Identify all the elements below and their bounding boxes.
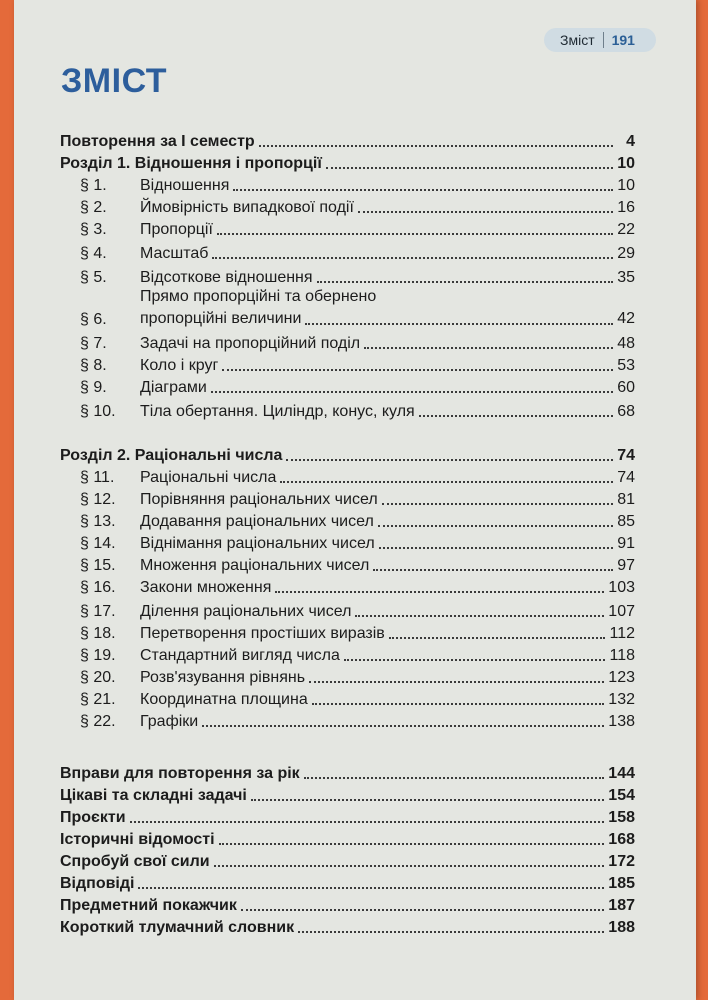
entry-title: Коло і круг xyxy=(140,357,219,374)
dot-leader xyxy=(389,637,606,639)
section-number: § 2. xyxy=(80,199,107,216)
toc-entry xyxy=(52,194,635,218)
entry-title: Історичні відомості xyxy=(60,831,215,848)
section-number: § 1. xyxy=(80,177,107,194)
page-number: 4 xyxy=(626,133,635,150)
toc-entry xyxy=(52,286,635,330)
page-number: 81 xyxy=(617,491,635,508)
toc-entry xyxy=(60,128,635,152)
page-number: 60 xyxy=(617,379,635,396)
toc-entry xyxy=(52,330,635,354)
section-number: § 18. xyxy=(80,625,116,642)
entry-title: Прямо пропорційні та обернено xyxy=(140,288,377,305)
dot-leader xyxy=(214,865,605,867)
section-number: § 16. xyxy=(80,579,116,596)
section-number: § 3. xyxy=(80,221,107,238)
page-number: 123 xyxy=(608,669,635,686)
section-number: § 21. xyxy=(80,691,116,708)
toc-entry xyxy=(52,708,635,732)
entry-title: Відсоткове відношення xyxy=(140,269,313,286)
section-number: § 8. xyxy=(80,357,107,374)
section-number: § 6. xyxy=(80,311,107,328)
entry-title: Спробуй свої сили xyxy=(60,853,210,870)
entry-title: Ймовірність випадкової події xyxy=(140,199,354,216)
page-number: 35 xyxy=(617,269,635,286)
toc-entry xyxy=(52,574,635,598)
dot-leader xyxy=(217,233,613,235)
dot-leader xyxy=(259,145,613,147)
dot-leader xyxy=(211,391,613,393)
dot-leader xyxy=(373,569,613,571)
page-number: 74 xyxy=(617,469,635,486)
entry-title: Множення раціональних чисел xyxy=(140,557,370,574)
dot-leader xyxy=(241,909,604,911)
toc-entry xyxy=(52,398,635,422)
toc-entry xyxy=(60,760,635,784)
toc-entry xyxy=(52,686,635,710)
dot-leader xyxy=(326,167,613,169)
section-number: § 7. xyxy=(80,335,107,352)
entry-title: Предметний покажчик xyxy=(60,897,237,914)
page-number: 53 xyxy=(617,357,635,374)
page-number: 97 xyxy=(617,557,635,574)
toc-entry xyxy=(60,892,635,916)
page-number: 107 xyxy=(608,603,635,620)
entry-title: Відповіді xyxy=(60,875,135,892)
entry-title-continued: пропорційні величини xyxy=(140,310,302,327)
section-number: § 17. xyxy=(80,603,116,620)
toc-entry xyxy=(60,782,635,806)
dot-leader xyxy=(317,281,613,283)
entry-title: Віднімання раціональних чисел xyxy=(140,535,375,552)
page-title: ЗМІСТ xyxy=(61,62,168,100)
page-number: 187 xyxy=(608,897,635,914)
dot-leader xyxy=(419,415,613,417)
page-number: 48 xyxy=(617,335,635,352)
dot-leader xyxy=(138,887,604,889)
page-number: 158 xyxy=(608,809,635,826)
page-number: 42 xyxy=(617,310,635,327)
toc-entry xyxy=(60,870,635,894)
entry-title: Розв'язування рівнянь xyxy=(140,669,306,686)
page-number: 85 xyxy=(617,513,635,530)
toc-entry xyxy=(60,804,635,828)
entry-title: Розділ 1. Відношення і пропорції xyxy=(60,155,322,172)
page-number: 118 xyxy=(609,647,635,664)
toc-entry xyxy=(52,264,635,288)
page-number: 103 xyxy=(608,579,635,596)
dot-leader xyxy=(382,503,613,505)
dot-leader xyxy=(364,347,613,349)
entry-title: Графіки xyxy=(140,713,199,730)
section-number: § 10. xyxy=(80,403,116,420)
entry-title: Вправи для повторення за рік xyxy=(60,765,300,782)
toc-entry xyxy=(52,642,635,666)
section-number: § 11. xyxy=(80,469,115,486)
section-number: § 13. xyxy=(80,513,116,530)
section-number: § 5. xyxy=(80,269,107,286)
dot-leader xyxy=(378,525,613,527)
dot-leader xyxy=(219,843,605,845)
toc-entry xyxy=(52,508,635,532)
entry-title: Масштаб xyxy=(140,245,209,262)
entry-title: Координатна площина xyxy=(140,691,308,708)
entry-title: Додавання раціональних чисел xyxy=(140,513,374,530)
dot-leader xyxy=(212,257,613,259)
dot-leader xyxy=(130,821,605,823)
header-page-number: 191 xyxy=(611,32,635,48)
toc-entry xyxy=(60,848,635,872)
entry-title: Відношення xyxy=(140,177,230,194)
page-number: 168 xyxy=(608,831,635,848)
toc-entry xyxy=(52,172,635,196)
page-number: 112 xyxy=(609,625,635,642)
page-number: 10 xyxy=(617,177,635,194)
section-number: § 9. xyxy=(80,379,107,396)
section-number: § 20. xyxy=(80,669,116,686)
toc-entry xyxy=(60,442,635,466)
entry-title: Короткий тлумачний словник xyxy=(60,919,295,936)
entry-title: Розділ 2. Раціональні числа xyxy=(60,447,283,464)
dot-leader xyxy=(286,459,613,461)
dot-leader xyxy=(312,703,605,705)
dot-leader xyxy=(275,591,604,593)
dot-leader xyxy=(222,369,613,371)
page-number: 68 xyxy=(617,403,635,420)
toc-entry xyxy=(60,150,635,174)
section-number: § 19. xyxy=(80,647,116,664)
book-page xyxy=(14,0,696,1000)
entry-title: Порівняння раціональних чисел xyxy=(140,491,378,508)
section-number: § 22. xyxy=(80,713,116,730)
page-number: 91 xyxy=(617,535,635,552)
toc-entry xyxy=(52,216,635,240)
dot-leader xyxy=(344,659,606,661)
toc-entry xyxy=(52,352,635,376)
dot-leader xyxy=(305,323,613,325)
page-number: 22 xyxy=(617,221,635,238)
dot-leader xyxy=(251,799,604,801)
page-number: 10 xyxy=(617,155,635,172)
page-number: 29 xyxy=(617,245,635,262)
toc-entry xyxy=(52,530,635,554)
dot-leader xyxy=(379,547,613,549)
entry-title: Пропорції xyxy=(140,221,213,238)
entry-title: Тіла обертання. Циліндр, конус, куля xyxy=(140,403,415,420)
page-number: 74 xyxy=(617,447,635,464)
entry-title: Повторення за I семестр xyxy=(60,133,255,150)
dot-leader xyxy=(355,615,604,617)
toc-entry xyxy=(52,374,635,398)
table-of-contents xyxy=(14,0,696,1000)
page-number: 138 xyxy=(608,713,635,730)
toc-entry xyxy=(60,914,635,938)
toc-entry xyxy=(52,620,635,644)
page-number: 185 xyxy=(608,875,635,892)
page-number: 188 xyxy=(608,919,635,936)
page-number: 154 xyxy=(608,787,635,804)
page-number: 16 xyxy=(617,199,635,216)
entry-title: Проєкти xyxy=(60,809,126,826)
section-number: § 4. xyxy=(80,245,107,262)
dot-leader xyxy=(309,681,604,683)
toc-entry xyxy=(52,464,635,488)
entry-title: Закони множення xyxy=(140,579,272,596)
page-number: 172 xyxy=(608,853,635,870)
entry-title: Перетворення простіших виразів xyxy=(140,625,385,642)
dot-leader xyxy=(233,189,613,191)
entry-title: Раціональні числа xyxy=(140,469,277,486)
header-section-label: Зміст xyxy=(560,32,595,48)
entry-title: Діаграми xyxy=(140,379,207,396)
dot-leader xyxy=(304,777,605,779)
section-number: § 15. xyxy=(80,557,116,574)
entry-title: Задачі на пропорційний поділ xyxy=(140,335,361,352)
entry-title: Ділення раціональних чисел xyxy=(140,603,352,620)
entry-title: Цікаві та складні задачі xyxy=(60,787,247,804)
section-number: § 12. xyxy=(80,491,116,508)
page-number: 144 xyxy=(608,765,635,782)
toc-entry xyxy=(52,240,635,264)
entry-title: Стандартний вигляд числа xyxy=(140,647,340,664)
toc-entry xyxy=(52,552,635,576)
dot-leader xyxy=(202,725,604,727)
toc-entry xyxy=(52,598,635,622)
section-number: § 14. xyxy=(80,535,116,552)
dot-leader xyxy=(280,481,613,483)
dot-leader xyxy=(358,211,613,213)
toc-entry xyxy=(52,664,635,688)
page-number: 132 xyxy=(608,691,635,708)
toc-entry xyxy=(52,486,635,510)
toc-entry xyxy=(60,826,635,850)
dot-leader xyxy=(298,931,604,933)
